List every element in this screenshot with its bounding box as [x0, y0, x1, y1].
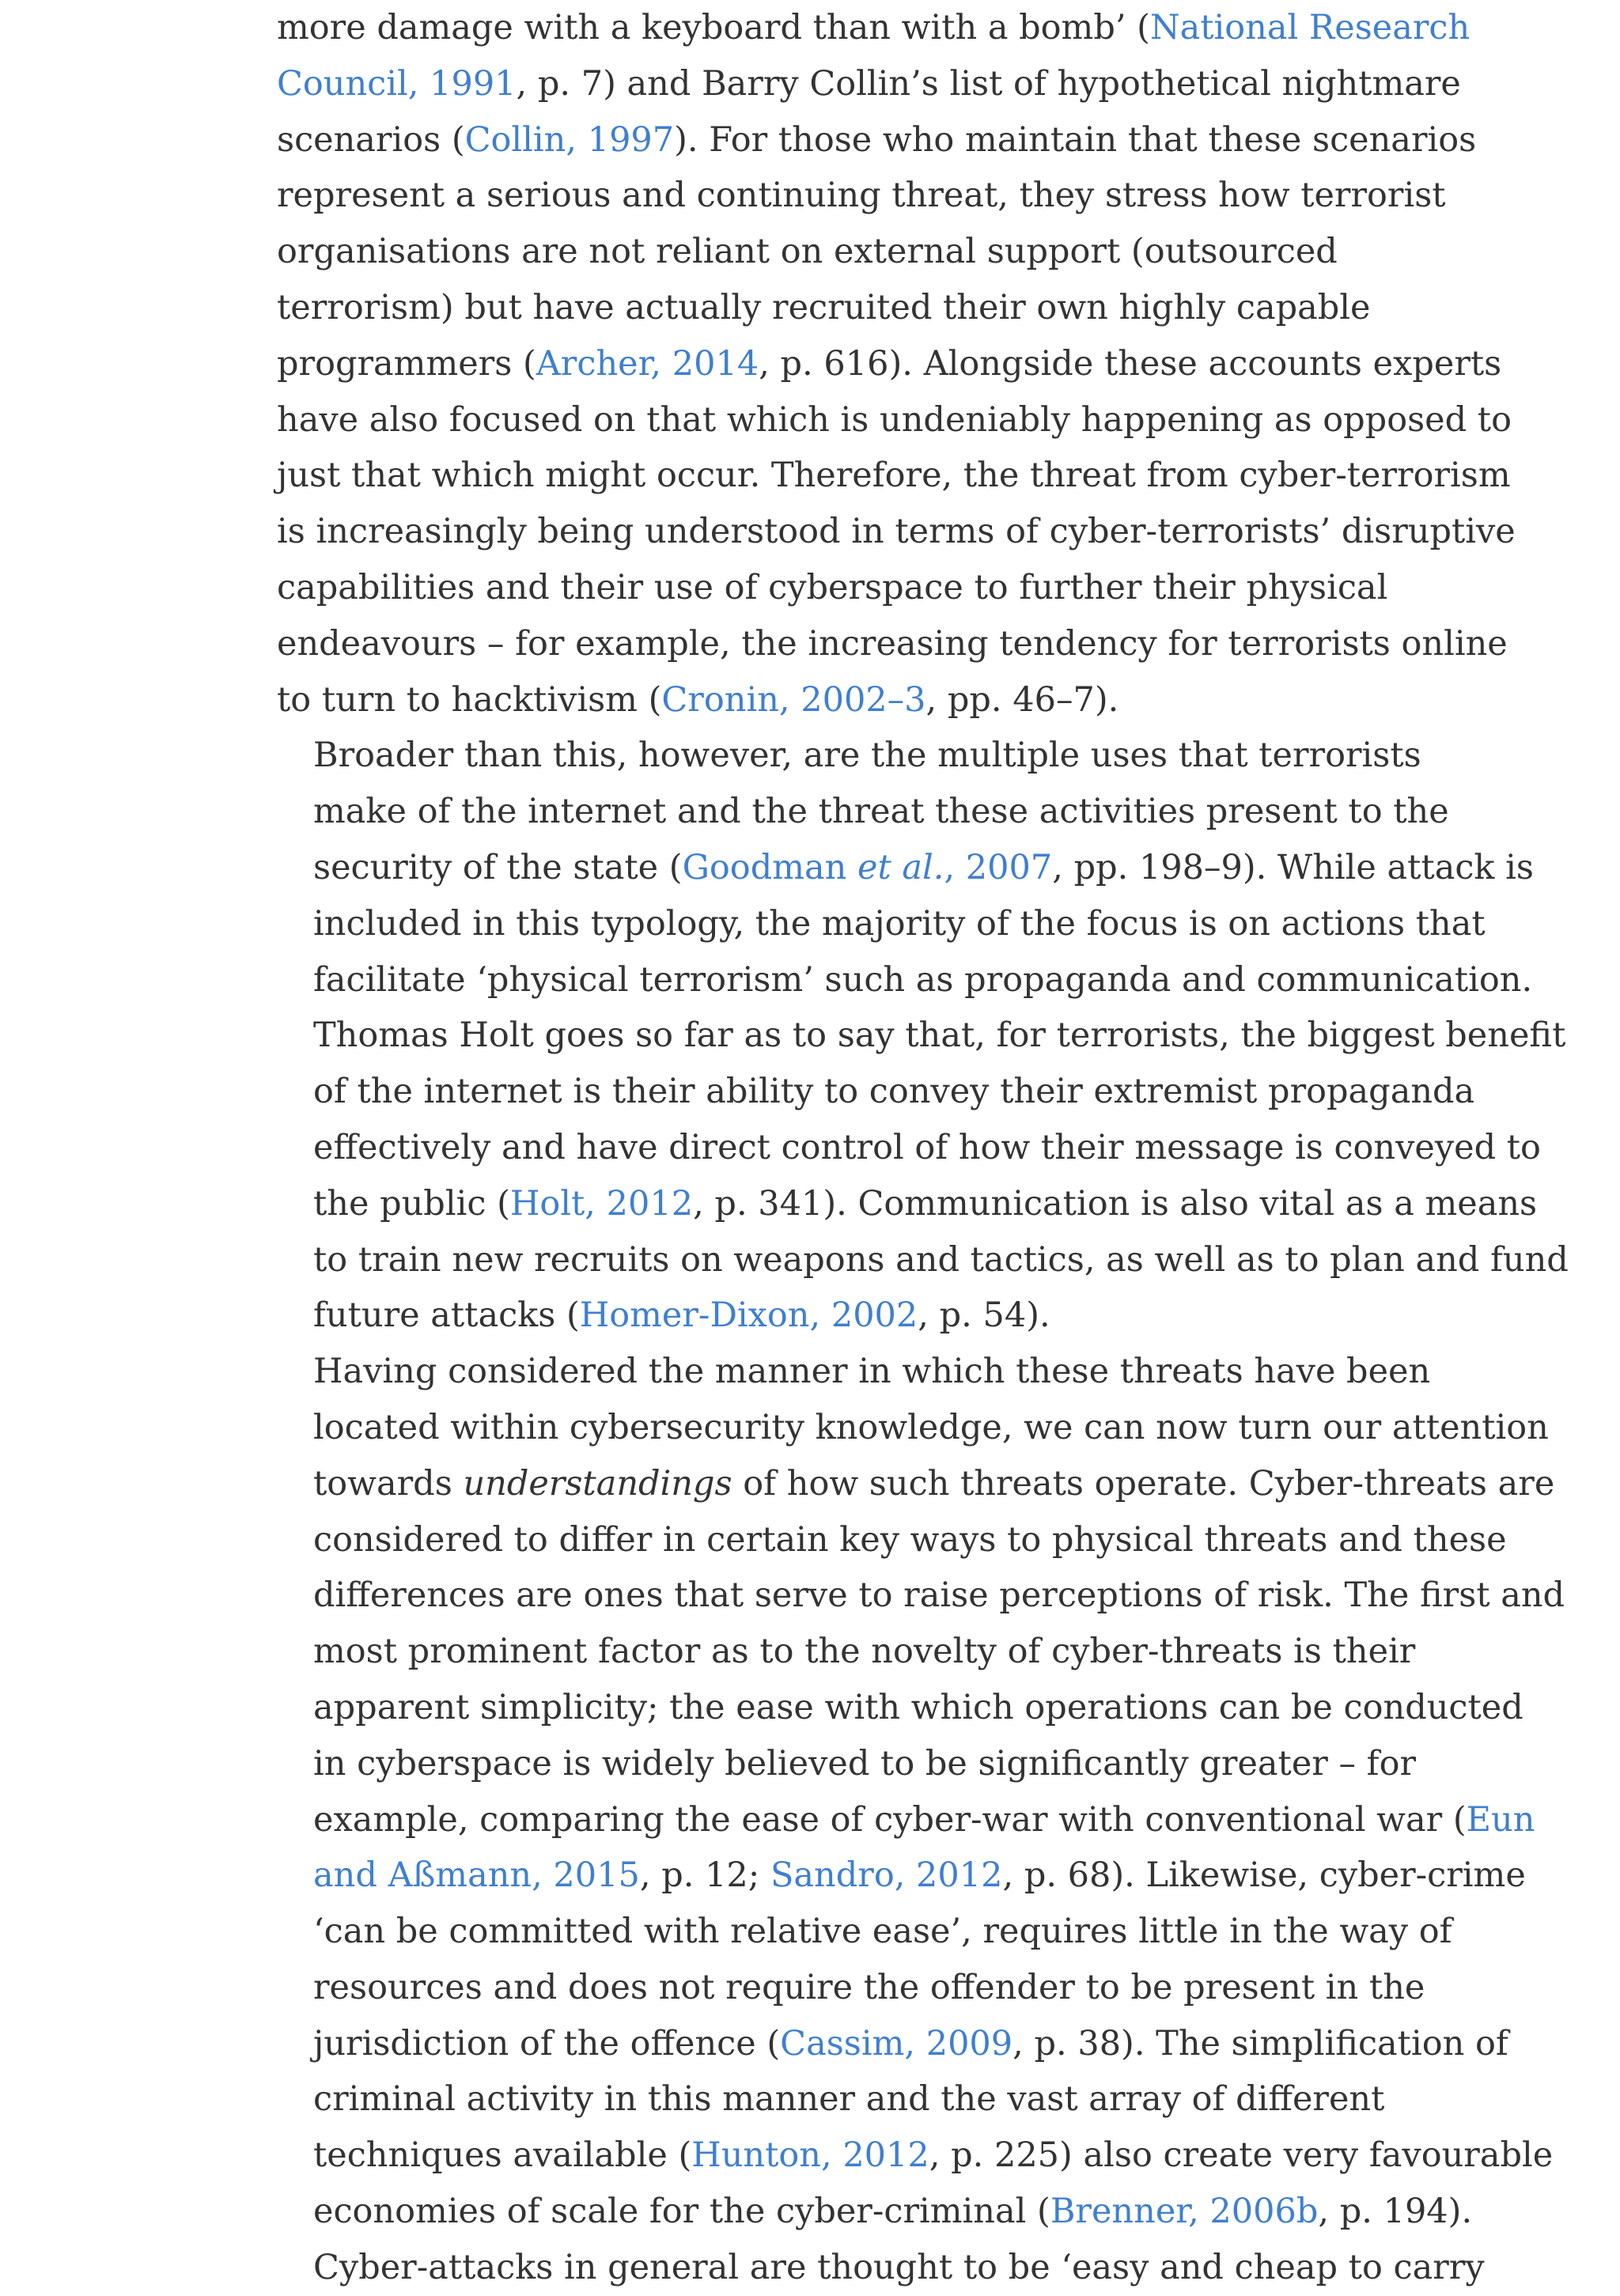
text-segment: of how such threats operate. Cyber-threats are	[732, 1463, 1555, 1504]
text-line	[277, 1232, 1569, 1288]
text-segment: ‘can be committed with relative ease’, requires little in the way of	[313, 1912, 1452, 1952]
text-line	[277, 672, 1400, 728]
citation-link[interactable]: Cassim, 2009	[780, 2023, 1013, 2063]
text-segment: differences are ones that serve to raise perceptions of risk. The first and	[313, 1575, 1565, 1616]
text-line	[277, 392, 1512, 448]
text-segment: , p. 616). Alongside these accounts experts	[759, 343, 1502, 384]
text-segment: Thomas Holt goes so far as to say that, for terrorists, the biggest benefit	[313, 1016, 1566, 1056]
text-line	[277, 616, 1508, 672]
text-segment: terrorism) but have actually recruited their own highly capable	[277, 287, 1371, 327]
text-segment: future attacks (	[313, 1296, 580, 1336]
text-line	[277, 1512, 1507, 1568]
text-segment: , p. 341). Communication is also vital as a means	[693, 1183, 1538, 1224]
text-line	[277, 952, 1533, 1008]
text-segment: criminal activity in this manner and the vast array of different	[313, 2079, 1385, 2120]
text-segment: , p. 38). The simplification of	[1012, 2023, 1508, 2063]
citation-link[interactable]: Council, 1991	[277, 63, 517, 104]
citation-link[interactable]: Hunton, 2012	[691, 2135, 929, 2176]
text-segment: Having considered the manner in which these threats have been	[313, 1352, 1431, 1392]
text-segment: is increasingly being understood in terms of cyber-terrorists’ disruptive	[277, 512, 1516, 552]
text-segment: endeavours – for example, the increasing tendency for terrorists online	[277, 623, 1508, 664]
text-segment: , pp. 46–7).	[925, 679, 1119, 720]
text-line	[277, 1008, 1566, 1064]
text-segment: facilitate ‘physical terrorism’ such as propaganda and communication.	[313, 959, 1533, 1000]
text-line	[277, 1176, 1538, 1232]
text-segment: example, comparing the ease of cyber-war with conventional war (	[313, 1799, 1467, 1840]
text-line	[277, 1568, 1565, 1624]
text-line	[277, 728, 1421, 784]
text-segment: effectively and have direct control of how their message is conveyed to	[313, 1127, 1541, 1167]
citation-link[interactable]: Archer, 2014	[536, 343, 759, 384]
text-line	[277, 336, 1502, 392]
citation-link[interactable]: Brenner, 2006b	[1050, 2192, 1319, 2232]
text-line	[277, 1624, 1416, 1680]
text-segment: the public (	[313, 1183, 510, 1224]
article-body	[277, 0, 1569, 2296]
citation-link[interactable]: Eun	[1466, 1799, 1535, 1840]
text-line	[277, 1848, 1526, 1904]
text-line	[277, 896, 1486, 952]
text-segment: , p. 54).	[918, 1296, 1050, 1336]
text-segment: to turn to hacktivism (	[277, 679, 662, 720]
text-line	[277, 1792, 1535, 1848]
citation-link[interactable]: Sandro, 2012	[770, 1855, 1003, 1896]
text-segment: more damage with a keyboard than with a bomb’ (	[277, 8, 1150, 47]
text-segment: , pp. 198–9). While attack is	[1052, 847, 1534, 887]
paragraph-2	[277, 728, 1569, 1344]
text-line	[277, 112, 1477, 168]
citation-link[interactable]: Collin, 1997	[464, 119, 675, 160]
text-segment: located within cybersecurity knowledge, we can now turn our attention	[313, 1407, 1549, 1447]
citation-link[interactable]: Cronin, 2002–3	[661, 679, 926, 720]
text-segment: capabilities and their use of cyberspace to further their physical	[277, 567, 1388, 607]
text-line	[277, 224, 1400, 280]
paragraph-3	[277, 1344, 1565, 2240]
citation-link[interactable]: and Aßmann, 2015	[313, 1855, 640, 1896]
text-segment: jurisdiction of the offence (	[313, 2023, 781, 2063]
text-line	[277, 504, 1516, 560]
citation-link[interactable]: et al.	[857, 847, 944, 887]
text-line	[277, 2071, 1400, 2128]
text-line	[277, 168, 1446, 224]
text-line	[277, 448, 1511, 504]
text-segment: make of the internet and the threat these activities present to the	[313, 792, 1449, 832]
text-segment: considered to differ in certain key ways to physical threats and these	[313, 1519, 1507, 1560]
text-segment: scenarios (	[277, 119, 465, 160]
text-line	[277, 1120, 1541, 1176]
text-line	[277, 784, 1449, 840]
citation-link[interactable]: National Research	[1149, 8, 1470, 47]
text-line	[277, 1400, 1549, 1456]
text-line	[277, 1456, 1555, 1512]
text-line	[277, 1960, 1425, 2016]
text-segment: security of the state (	[313, 847, 683, 887]
text-line	[277, 1736, 1417, 1792]
citation-link[interactable]: Goodman	[682, 847, 857, 887]
text-segment: ). For those who maintain that these scenarios	[674, 119, 1477, 160]
text-segment: , p. 68). Likewise, cyber-crime	[1002, 1855, 1526, 1896]
text-segment: economies of scale for the cyber-criminal (	[313, 2192, 1050, 2232]
text-line	[277, 1680, 1523, 1736]
text-segment: included in this typology, the majority of the focus is on actions that	[313, 903, 1486, 944]
text-segment: have also focused on that which is undeniably happening as opposed to	[277, 399, 1512, 440]
text-segment: , p. 225) also create very favourable	[929, 2135, 1554, 2176]
text-line	[277, 1288, 1400, 1344]
citation-link[interactable]: , 2007	[944, 847, 1053, 887]
text-segment: just that which might occur. Therefore, the threat from cyber-terrorism	[277, 456, 1511, 496]
text-segment: in cyberspace is widely believed to be significantly greater – for	[313, 1743, 1417, 1783]
text-line	[277, 840, 1534, 896]
text-segment: of the internet is their ability to convey their extremist propaganda	[313, 1072, 1475, 1112]
text-segment: techniques available (	[313, 2135, 692, 2176]
text-line	[277, 560, 1400, 616]
text-segment: apparent simplicity; the ease with which operations can be conducted	[313, 1687, 1523, 1727]
text-segment: represent a serious and continuing threat, they stress how terrorist	[277, 176, 1446, 216]
text-line	[277, 2184, 1473, 2240]
text-line	[277, 0, 1470, 56]
text-segment: organisations are not reliant on external support (outsourced	[277, 232, 1338, 272]
citation-link[interactable]: Homer-Dixon, 2002	[579, 1296, 918, 1336]
text-segment: to train new recruits on weapons and tactics, as well as to plan and fund	[313, 1239, 1569, 1280]
text-segment: , p. 7) and Barry Collin’s list of hypothetical nightmare	[516, 63, 1461, 104]
text-line	[277, 2016, 1508, 2072]
text-segment: Cyber-attacks in general are thought to be ‘easy and cheap to carry	[313, 2247, 1485, 2287]
emphasis-text: understandings	[463, 1463, 732, 1504]
paragraph-1	[277, 0, 1516, 728]
text-line	[277, 1344, 1431, 1400]
text-line	[277, 1904, 1452, 1960]
text-segment: , p. 12;	[639, 1855, 770, 1896]
citation-link[interactable]: Holt, 2012	[509, 1183, 694, 1224]
text-line	[277, 2128, 1554, 2184]
text-segment: , p. 194).	[1318, 2192, 1473, 2232]
text-segment: most prominent factor as to the novelty of cyber-threats is their	[313, 1632, 1416, 1672]
text-line	[277, 1064, 1475, 1120]
text-segment: resources and does not require the offender to be present in the	[313, 1967, 1425, 2007]
paragraph-4	[277, 2240, 1485, 2296]
text-segment: programmers (	[277, 343, 536, 384]
text-line	[277, 280, 1400, 336]
text-segment: towards	[313, 1463, 464, 1504]
text-line	[277, 2240, 1485, 2296]
text-segment: Broader than this, however, are the multiple uses that terrorists	[313, 736, 1421, 776]
text-line	[277, 56, 1461, 112]
